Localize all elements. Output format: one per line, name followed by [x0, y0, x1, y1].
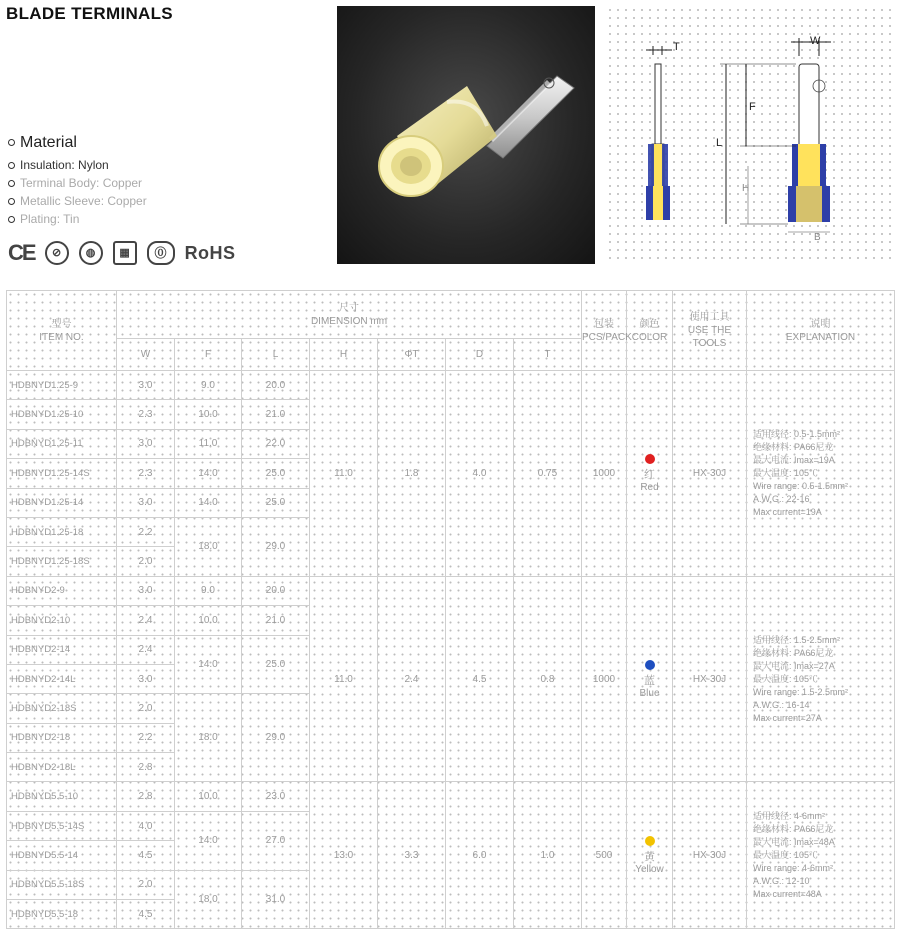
explanation-line: A.W.G.: 12-10	[753, 875, 810, 886]
bullet-icon	[8, 162, 15, 169]
cell-l: 21.0	[242, 606, 310, 635]
cell-f: 18.0	[175, 517, 242, 576]
header-col-l: L	[242, 339, 310, 371]
cell-pack: 1000	[582, 371, 627, 577]
material-item: Terminal Body: Copper	[8, 176, 142, 190]
explanation-line: Max current=19A	[753, 506, 822, 517]
cell-l: 20.0	[242, 371, 310, 400]
certification-logos	[8, 240, 236, 266]
cell-w: 4.5	[117, 841, 175, 870]
explanation-line: 适用线径: 1.5-2.5mm²	[753, 634, 841, 645]
dim-label-l: L	[716, 137, 723, 149]
cell-l: 27.0	[242, 811, 310, 870]
cell-phit: 2.4	[378, 576, 446, 782]
cell-w: 2.8	[117, 782, 175, 811]
dim-label-t: T	[673, 41, 680, 53]
color-dot-icon	[645, 836, 655, 846]
cell-item-no: HDBNYD1.25-9	[7, 371, 117, 400]
table-row	[7, 371, 895, 400]
cell-pack: 1000	[582, 576, 627, 782]
spec-table	[6, 290, 895, 929]
cell-item-no: HDBNYD1.25-18S	[7, 547, 117, 576]
cell-color	[627, 576, 673, 782]
cell-item-no: HDBNYD2-14	[7, 635, 117, 664]
material-item: Metallic Sleeve: Copper	[8, 194, 147, 208]
ul-mark-icon: ⓪	[147, 241, 175, 265]
header-tools: 使用工具 USE THE TOOLS	[673, 291, 747, 371]
explanation-line: 最大温度: 105℃	[753, 849, 819, 860]
material-heading: Material	[8, 134, 77, 152]
cell-pack: 500	[582, 782, 627, 929]
header-col-phit: ΦT	[378, 339, 446, 371]
cell-l: 20.0	[242, 576, 310, 605]
explanation-line: Wire range: 1.5-2.5mm²	[753, 686, 849, 697]
cell-phit: 3.3	[378, 782, 446, 929]
explanation-line: 绝缘材料: PA66尼龙	[753, 823, 834, 834]
header-explanation: 说明 EXPLANATION	[747, 291, 895, 371]
cell-d: 4.5	[446, 576, 514, 782]
cell-explanation	[747, 576, 895, 782]
color-dot-icon	[645, 660, 655, 670]
cell-item-no: HDBNYD5.5-14S	[7, 811, 117, 840]
header-dimension: 尺寸 DIMENSION mm	[117, 291, 582, 339]
cell-w: 2.3	[117, 459, 175, 488]
cell-w: 3.0	[117, 429, 175, 458]
cell-w: 4.5	[117, 900, 175, 929]
cell-w: 3.0	[117, 371, 175, 400]
technical-drawing	[606, 6, 896, 264]
explanation-line: Wire range: 0.5-1.5mm²	[753, 480, 849, 491]
dim-label-h: H	[742, 183, 750, 194]
cell-f: 10.0	[175, 606, 242, 635]
cell-item-no: HDBNYD1.25-10	[7, 400, 117, 429]
cell-item-no: HDBNYD1.25-14	[7, 488, 117, 517]
table-header	[7, 291, 895, 371]
cell-f: 18.0	[175, 694, 242, 782]
cell-f: 10.0	[175, 400, 242, 429]
cell-item-no: HDBNYD1.25-18	[7, 517, 117, 546]
cell-l: 25.0	[242, 459, 310, 488]
cell-color	[627, 782, 673, 929]
explanation-line: 绝缘材料: PA66尼龙	[753, 441, 834, 452]
cell-f: 18.0	[175, 870, 242, 929]
header-color: 颜色 COLOR	[627, 291, 673, 371]
color-name-cn: 蓝	[644, 674, 655, 687]
material-item: Plating: Tin	[8, 212, 79, 226]
cell-l: 31.0	[242, 870, 310, 929]
cell-t: 0.8	[514, 576, 582, 782]
cell-item-no: HDBNYD2-14L	[7, 664, 117, 693]
rohs-mark: RoHS	[184, 242, 236, 263]
bullet-icon	[8, 198, 15, 205]
header-col-f: F	[175, 339, 242, 371]
explanation-line: Max current=27A	[753, 712, 822, 723]
cell-f: 9.0	[175, 371, 242, 400]
color-name-cn: 黄	[644, 850, 655, 863]
explanation-line: 最大电流: Imax=27A	[753, 660, 835, 671]
explanation-line: 最大电流: Imax=19A	[753, 454, 835, 465]
header-col-w: W	[117, 339, 175, 371]
cell-w: 2.4	[117, 606, 175, 635]
dim-label-f: F	[749, 101, 756, 113]
cell-t: 0.75	[514, 371, 582, 577]
cell-l: 29.0	[242, 694, 310, 782]
cell-explanation	[747, 371, 895, 577]
cell-w: 2.2	[117, 517, 175, 546]
material-item: Insulation: Nylon	[8, 158, 109, 172]
table-body	[7, 371, 895, 929]
cell-tool: HX-30J	[673, 782, 747, 929]
cell-tool: HX-30J	[673, 576, 747, 782]
cell-f: 10.0	[175, 782, 242, 811]
cell-l: 29.0	[242, 517, 310, 576]
cell-l: 22.0	[242, 429, 310, 458]
cell-w: 2.0	[117, 694, 175, 723]
cell-f: 14.0	[175, 635, 242, 694]
table-row	[7, 782, 895, 811]
explanation-line: 最大电流: Imax=48A	[753, 836, 835, 847]
cell-l: 25.0	[242, 635, 310, 694]
cell-item-no: HDBNYD2-18S	[7, 694, 117, 723]
dim-label-b: B	[814, 232, 821, 243]
explanation-line: A.W.G.: 22-16	[753, 493, 810, 504]
bullet-icon	[8, 139, 15, 146]
cell-item-no: HDBNYD2-18L	[7, 753, 117, 782]
cell-item-no: HDBNYD2-10	[7, 606, 117, 635]
dim-label-w: W	[810, 35, 821, 47]
cell-w: 2.8	[117, 753, 175, 782]
cell-w: 3.0	[117, 576, 175, 605]
cell-item-no: HDBNYD1.25-11	[7, 429, 117, 458]
cell-phit: 1.8	[378, 371, 446, 577]
cell-tool: HX-30J	[673, 371, 747, 577]
explanation-line: 适用线径: 4-6mm²	[753, 810, 826, 821]
explanation-line: 绝缘材料: PA66尼龙	[753, 647, 834, 658]
header-col-d: D	[446, 339, 514, 371]
header-col-h: H	[310, 339, 378, 371]
cell-w: 2.4	[117, 635, 175, 664]
cell-w: 3.0	[117, 664, 175, 693]
cell-f: 14.0	[175, 488, 242, 517]
cell-h: 11.0	[310, 576, 378, 782]
cell-w: 2.3	[117, 400, 175, 429]
table-row	[7, 576, 895, 605]
cell-item-no: HDBNYD5.5-18S	[7, 870, 117, 899]
cell-h: 11.0	[310, 371, 378, 577]
cell-f: 14.0	[175, 811, 242, 870]
cell-w: 2.0	[117, 547, 175, 576]
cell-item-no: HDBNYD5.5-18	[7, 900, 117, 929]
color-name-en: Blue	[639, 687, 660, 699]
color-name-en: Yellow	[635, 863, 664, 875]
cell-l: 21.0	[242, 400, 310, 429]
cell-f: 9.0	[175, 576, 242, 605]
explanation-line: 最大温度: 105℃	[753, 467, 819, 478]
page-title: BLADE TERMINALS	[6, 4, 173, 23]
cell-w: 4.0	[117, 811, 175, 840]
cell-item-no: HDBNYD2-18	[7, 723, 117, 752]
cell-d: 6.0	[446, 782, 514, 929]
cell-w: 2.0	[117, 870, 175, 899]
cell-t: 1.0	[514, 782, 582, 929]
explanation-line: 适用线径: 0.5-1.5mm²	[753, 428, 841, 439]
cell-d: 4.0	[446, 371, 514, 577]
cell-l: 25.0	[242, 488, 310, 517]
cell-h: 13.0	[310, 782, 378, 929]
cert-circle-icon: ⊘	[45, 241, 69, 265]
explanation-line: A.W.G.: 16-14	[753, 699, 810, 710]
header-pack: 包装 PCS/PACK	[582, 291, 627, 371]
explanation-line: 最大温度: 105℃	[753, 673, 819, 684]
explanation-line: Max current=48A	[753, 888, 822, 899]
cell-color	[627, 371, 673, 577]
cell-f: 14.0	[175, 459, 242, 488]
cell-item-no: HDBNYD5.5-14	[7, 841, 117, 870]
ce-mark: CE	[8, 240, 35, 265]
cell-explanation	[747, 782, 895, 929]
cert-circle-icon: ◍	[79, 241, 103, 265]
cert-box-icon: ▦	[113, 241, 137, 265]
cell-w: 2.2	[117, 723, 175, 752]
cell-item-no: HDBNYD1.25-14S	[7, 459, 117, 488]
cell-f: 11.0	[175, 429, 242, 458]
bullet-icon	[8, 180, 15, 187]
bullet-icon	[8, 216, 15, 223]
cell-item-no: HDBNYD5.5-10	[7, 782, 117, 811]
cell-w: 3.0	[117, 488, 175, 517]
explanation-line: Wire range: 4-6mm²	[753, 862, 834, 873]
product-photo	[337, 6, 595, 264]
color-dot-icon	[645, 454, 655, 464]
cell-item-no: HDBNYD2-9	[7, 576, 117, 605]
cell-l: 23.0	[242, 782, 310, 811]
header-col-t: T	[514, 339, 582, 371]
color-name-cn: 红	[644, 468, 655, 481]
header-item-no: 型号 ITEM NO.	[7, 291, 117, 371]
color-name-en: Red	[640, 481, 659, 493]
